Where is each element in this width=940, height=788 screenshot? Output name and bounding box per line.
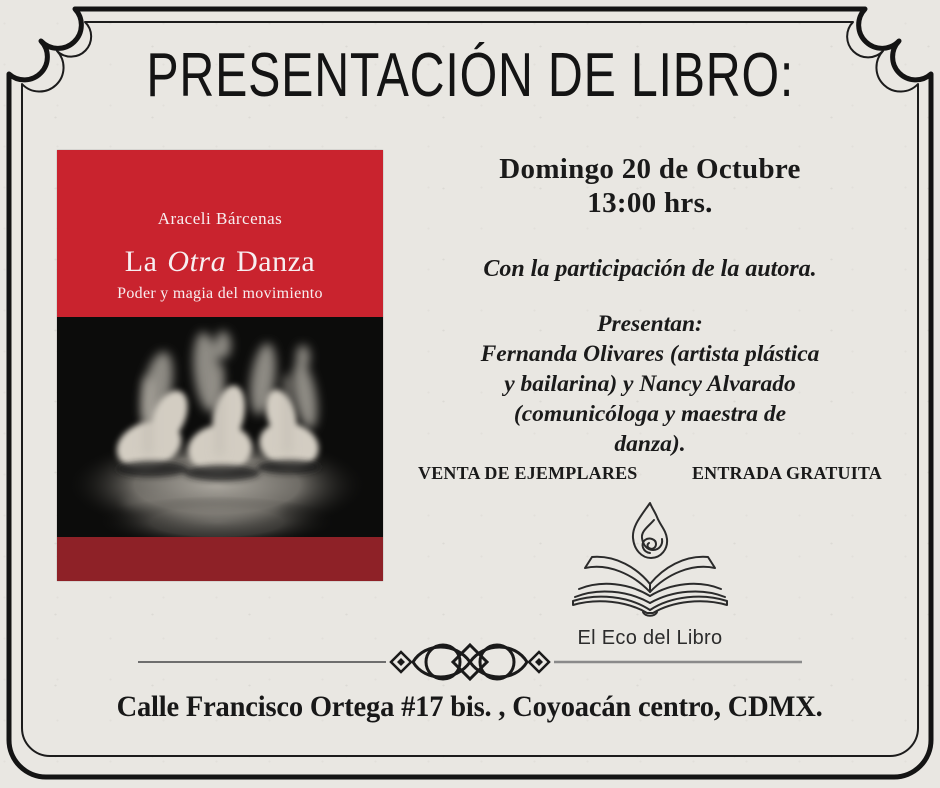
book-title-post: Danza xyxy=(226,245,316,278)
event-notes xyxy=(418,463,882,484)
presenters-block xyxy=(418,309,882,459)
book-title-pre: La xyxy=(124,245,168,278)
book-title-italic: Otra xyxy=(167,245,227,278)
event-date: Domingo 20 de Octubre xyxy=(499,153,801,185)
book-cover xyxy=(57,150,383,581)
free-entry-note: ENTRADA GRATUITA xyxy=(691,463,882,483)
presenters-line: (comunicóloga y maestra de xyxy=(513,401,787,427)
presenters-heading: Presentan: xyxy=(597,311,703,337)
book-cover-header xyxy=(57,150,383,317)
event-time: 13:00 hrs. xyxy=(587,187,713,219)
flame-book-icon xyxy=(567,500,733,620)
publisher-logo xyxy=(560,500,740,650)
book-title xyxy=(125,245,315,279)
publisher-name: El Eco del Libro xyxy=(577,627,723,649)
presenters-line: y bailarina) y Nancy Alvarado xyxy=(504,371,796,397)
presenters-line: danza). xyxy=(614,431,686,457)
sale-note: VENTA DE EJEMPLARES xyxy=(418,463,638,483)
participation-note: Con la participación de la autora. xyxy=(483,256,817,282)
book-author: Araceli Bárcenas xyxy=(157,209,283,228)
page-title: PRESENTACIÓN DE LIBRO: xyxy=(146,41,794,110)
venue-address: Calle Francisco Ortega #17 bis. , Coyoacán centro, CDMX. xyxy=(117,690,823,723)
book-cover-footer-band xyxy=(57,537,383,581)
dancers-photo xyxy=(57,317,383,537)
event-datetime xyxy=(418,152,882,220)
book-subtitle: Poder y magia del movimiento xyxy=(117,285,323,302)
presenters-line: Fernanda Olivares (artista plástica xyxy=(480,341,820,367)
ornamental-divider xyxy=(130,640,810,684)
